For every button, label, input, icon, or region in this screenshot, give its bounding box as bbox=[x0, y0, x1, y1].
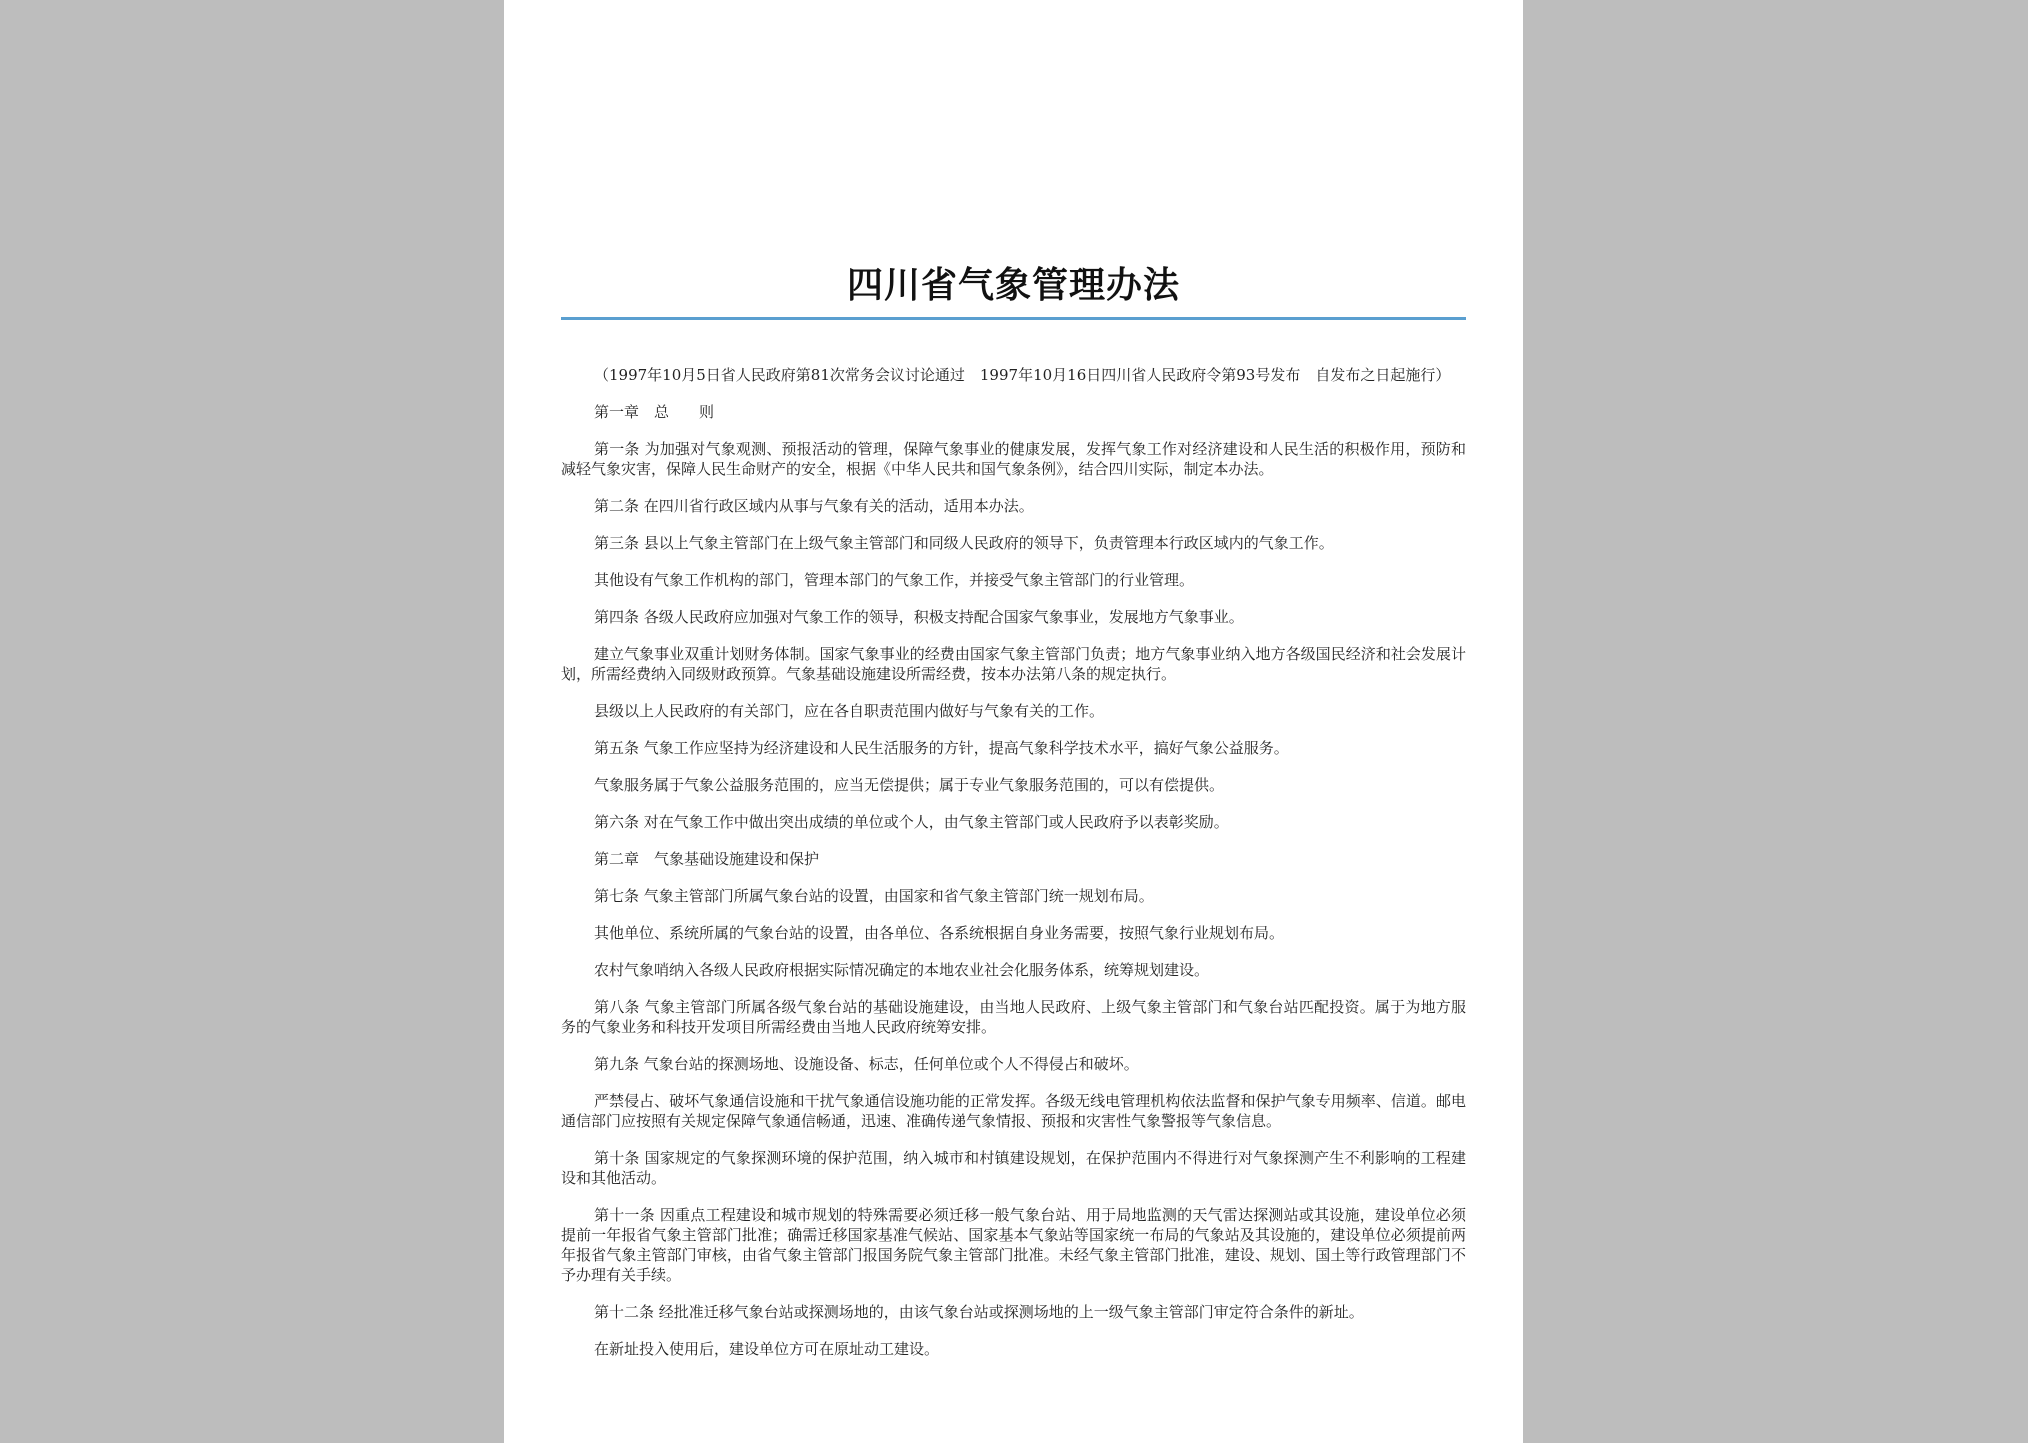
document-title: 四川省气象管理办法 bbox=[846, 265, 1180, 306]
document-preamble: （1997年10月5日省人民政府第81次常务会议讨论通过 1997年10月16日四川省人民政府令第93号发布 自发布之日起施行） bbox=[594, 366, 1451, 384]
article-paragraph: 第七条 气象主管部门所属气象台站的设置，由国家和省气象主管部门统一规划布局。 bbox=[594, 887, 1154, 905]
article-paragraph: 第四条 各级人民政府应加强对气象工作的领导，积极支持配合国家气象事业，发展地方气象事业。 bbox=[594, 608, 1244, 626]
article-paragraph: 第二条 在四川省行政区域内从事与气象有关的活动，适用本办法。 bbox=[594, 497, 1034, 515]
article-paragraph: 其他单位、系统所属的气象台站的设置，由各单位、各系统根据自身业务需要，按照气象行业规划布局。 bbox=[594, 924, 1285, 942]
article-paragraph: 在新址投入使用后，建设单位方可在原址动工建设。 bbox=[594, 1340, 940, 1358]
title-divider bbox=[561, 317, 1466, 320]
article-paragraph: 第五条 气象工作应坚持为经济建设和人民生活服务的方针，提高气象科学技术水平，搞好气象公益服务。 bbox=[594, 739, 1289, 757]
article-paragraph: 第十一条 因重点工程建设和城市规划的特殊需要必须迁移一般气象台站、用于局地监测的天气雷达探测站或其设施，建设单位必须提前一年报省气象主管部门批准；确需迁移国家基准气候站、国家基本气象站等国家统一布局的气象站及其设施的，建设单位必须提前两年报省气象主管部门审核，由省气象主管部门报国务院气象主管部门批准。未经气象主管部门批准，建设、规划、国土等行政管理部门不予办理有关手续。 bbox=[561, 1206, 1466, 1284]
article-paragraph: 第十条 国家规定的气象探测环境的保护范围，纳入城市和村镇建设规划，在保护范围内不得进行对气象探测产生不利影响的工程建设和其他活动。 bbox=[561, 1149, 1466, 1187]
document-page bbox=[504, 0, 1523, 1443]
article-paragraph: 第十二条 经批准迁移气象台站或探测场地的，由该气象台站或探测场地的上一级气象主管部门审定符合条件的新址。 bbox=[594, 1303, 1364, 1321]
chapter-heading: 第一章 总 则 bbox=[594, 403, 715, 421]
article-paragraph: 其他设有气象工作机构的部门，管理本部门的气象工作，并接受气象主管部门的行业管理。 bbox=[594, 571, 1195, 589]
article-paragraph: 建立气象事业双重计划财务体制。国家气象事业的经费由国家气象主管部门负责；地方气象事业纳入地方各级国民经济和社会发展计划，所需经费纳入同级财政预算。气象基础设施建设所需经费，按本办法第八条的规定执行。 bbox=[561, 645, 1466, 683]
article-paragraph: 气象服务属于气象公益服务范围的，应当无偿提供；属于专业气象服务范围的，可以有偿提供。 bbox=[594, 776, 1225, 794]
article-paragraph: 第三条 县以上气象主管部门在上级气象主管部门和同级人民政府的领导下，负责管理本行政区域内的气象工作。 bbox=[594, 534, 1334, 552]
article-paragraph: 县级以上人民政府的有关部门，应在各自职责范围内做好与气象有关的工作。 bbox=[594, 702, 1105, 720]
article-paragraph: 严禁侵占、破坏气象通信设施和干扰气象通信设施功能的正常发挥。各级无线电管理机构依法监督和保护气象专用频率、信道。邮电通信部门应按照有关规定保障气象通信畅通，迅速、准确传递气象情报、预报和灾害性气象警报等气象信息。 bbox=[561, 1092, 1466, 1130]
article-paragraph: 第八条 气象主管部门所属各级气象台站的基础设施建设，由当地人民政府、上级气象主管部门和气象台站匹配投资。属于为地方服务的气象业务和科技开发项目所需经费由当地人民政府统筹安排。 bbox=[561, 998, 1466, 1036]
article-paragraph: 第一条 为加强对气象观测、预报活动的管理，保障气象事业的健康发展，发挥气象工作对经济建设和人民生活的积极作用，预防和减轻气象灾害，保障人民生命财产的安全，根据《中华人民共和国气象条例》，结合四川实际，制定本办法。 bbox=[561, 440, 1466, 478]
document-body bbox=[561, 365, 1466, 1376]
chapter-heading: 第二章 气象基础设施建设和保护 bbox=[594, 850, 820, 868]
article-paragraph: 第九条 气象台站的探测场地、设施设备、标志，任何单位或个人不得侵占和破坏。 bbox=[594, 1055, 1139, 1073]
article-paragraph: 农村气象哨纳入各级人民政府根据实际情况确定的本地农业社会化服务体系，统筹规划建设。 bbox=[594, 961, 1210, 979]
article-paragraph: 第六条 对在气象工作中做出突出成绩的单位或个人，由气象主管部门或人民政府予以表彰奖励。 bbox=[594, 813, 1229, 831]
